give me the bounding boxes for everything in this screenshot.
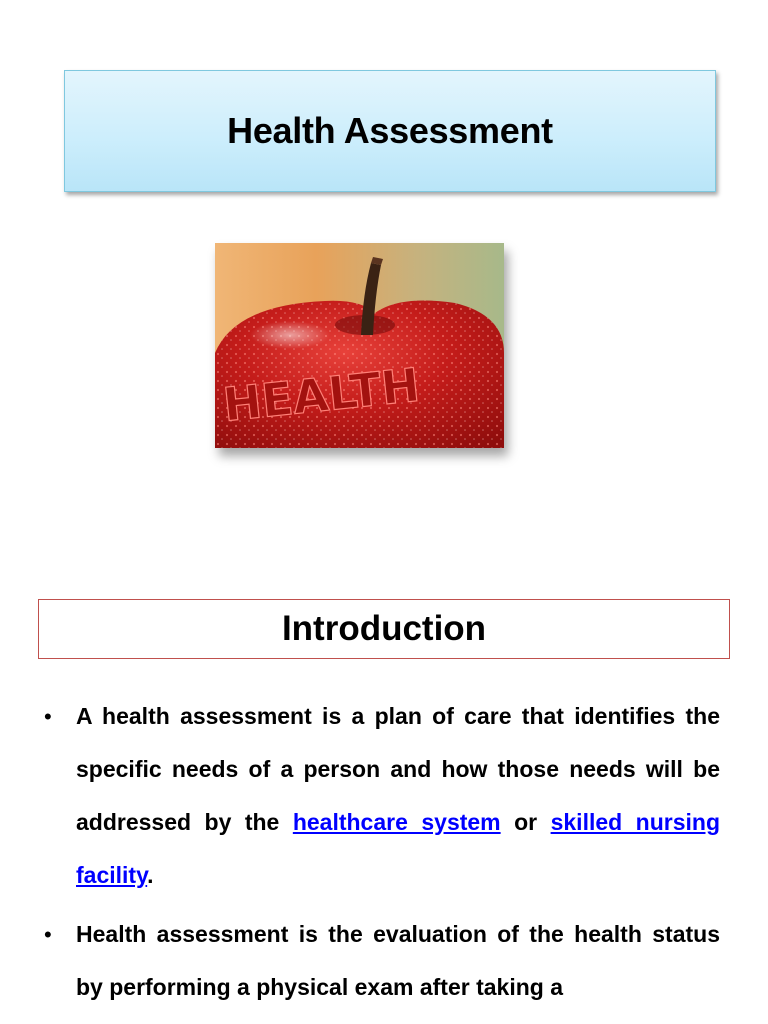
title-box <box>64 70 716 192</box>
bullet-text: Health assessment is the evaluation of the health status by performing a physical exam after taking a <box>76 921 720 1000</box>
svg-text:HEALTH: HEALTH <box>220 357 423 432</box>
bullet-item <box>40 908 720 1014</box>
bullet-icon: • <box>44 922 52 947</box>
bullet-item <box>40 690 720 902</box>
slide-title: Health Assessment <box>227 110 553 151</box>
healthcare-system-link[interactable]: healthcare system <box>292 809 501 835</box>
health-apple-photo <box>215 243 504 448</box>
bullet-icon: • <box>44 704 52 729</box>
skilled-nursing-facility-link[interactable]: skilled nursing facility <box>76 809 720 888</box>
section-heading: Introduction <box>281 609 487 648</box>
introduction-heading-box <box>38 599 730 659</box>
bullet-text: A health assessment is a plan of care that identifies the specific needs of a person and how those needs will be addressed by the healthcare system or skilled nursing facility. <box>76 703 720 888</box>
bullet-list <box>40 690 720 1020</box>
